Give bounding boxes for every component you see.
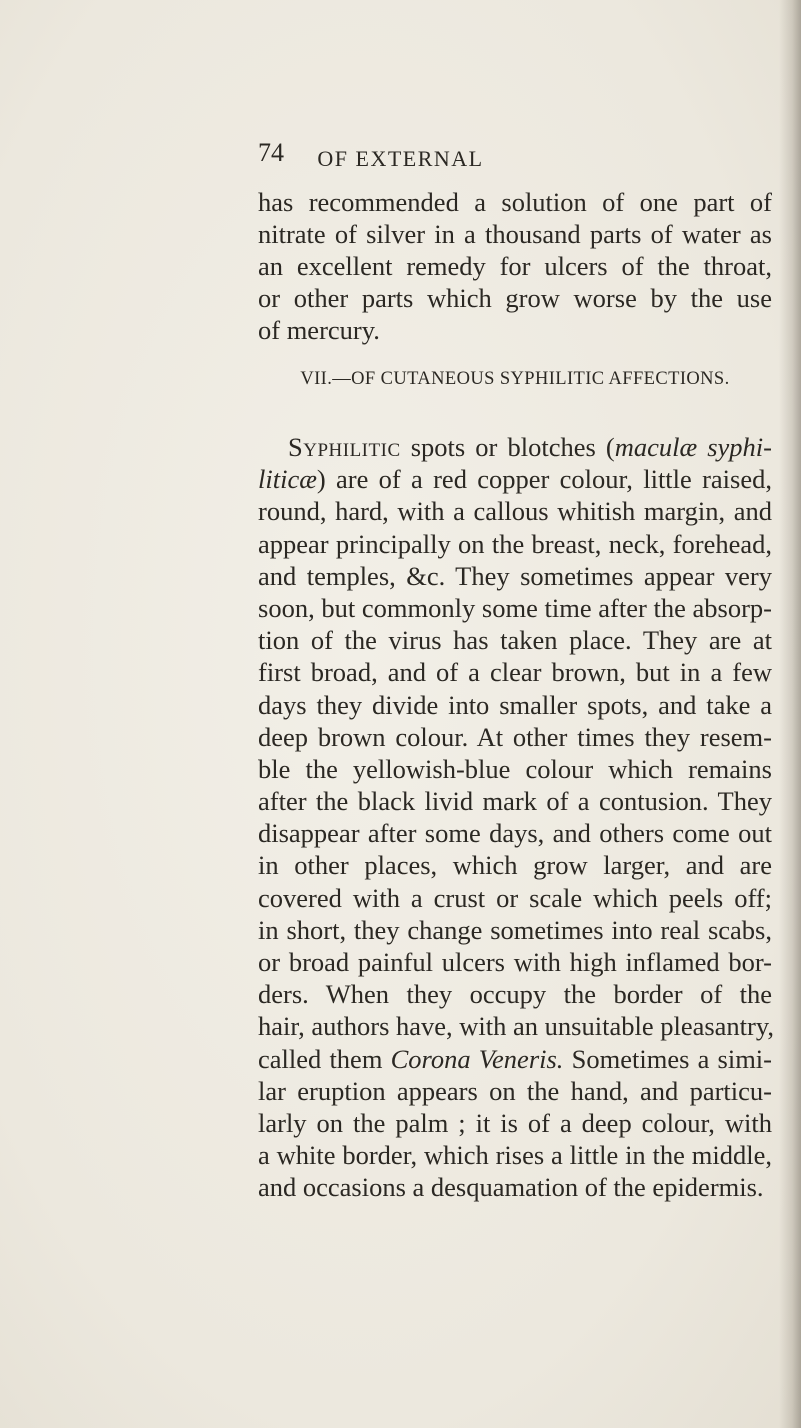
latin-term: Corona Veneris. <box>390 1043 564 1074</box>
lead-word: Syphilitic <box>288 432 401 462</box>
text-line: in other places, which grow larger, and are <box>258 850 772 881</box>
text-line: nitrate of silver in a thousand parts of water as <box>258 219 772 249</box>
text-line: called them Corona Veneris. Sometimes a simi- <box>258 1043 772 1074</box>
text-line: covered with a crust or scale which peels off; <box>258 882 772 913</box>
text-line: and temples, &c. They sometimes appear very <box>258 560 772 591</box>
text-line: or other parts which grow worse by the use <box>258 283 772 313</box>
text-line: after the black livid mark of a contusion. They <box>258 786 772 817</box>
text-line: round, hard, with a callous whitish margin, and <box>258 496 772 527</box>
text-line: a white border, which rises a little in the middle, <box>258 1140 772 1171</box>
latin-term: liticæ <box>258 464 317 495</box>
text-line: appear principally on the breast, neck, forehead, <box>258 528 772 559</box>
running-title: OF EXTERNAL <box>317 146 484 171</box>
text-line: tion of the virus has taken place. They are at <box>258 625 772 656</box>
text-line: Syphilitic spots or blotches (maculæ syphi- <box>288 432 772 462</box>
page-number: 74 <box>258 138 284 167</box>
text-line: ble the yellowish-blue colour which remains <box>258 753 772 784</box>
text-line: has recommended a solution of one part of <box>258 187 772 217</box>
text-line: larly on the palm ; it is of a deep colour, with <box>258 1107 772 1138</box>
text-line: of mercury. <box>258 315 380 345</box>
text-line: hair, authors have, with an unsuitable pleasantry, <box>258 1011 775 1042</box>
paragraph-cutaneous-affections <box>258 431 775 1204</box>
latin-term: maculæ syphi- <box>614 432 772 462</box>
section-heading: VII.—OF CUTANEOUS SYPHILITIC AFFECTIONS. <box>300 369 730 389</box>
page-edge-shadow <box>779 0 801 1428</box>
text-line: ders. When they occupy the border of the <box>258 979 772 1010</box>
text-line: an excellent remedy for ulcers of the throat, <box>258 251 772 281</box>
text-line: soon, but commonly some time after the absorp- <box>258 592 772 623</box>
text-line: liticæ) are of a red copper colour, little raised, <box>258 464 772 495</box>
text-line: deep brown colour. At other times they resem- <box>258 721 772 752</box>
text-line: and occasions a desquamation of the epidermis. <box>258 1172 764 1203</box>
text-line: or broad painful ulcers with high inflamed bor- <box>258 947 772 977</box>
paragraph-continuation <box>258 186 772 346</box>
text-line: days they divide into smaller spots, and take a <box>258 689 772 720</box>
text-line: in short, they change sometimes into real scabs, <box>258 914 772 945</box>
text-line: lar eruption appears on the hand, and particu- <box>258 1075 772 1106</box>
text-line: first broad, and of a clear brown, but in a few <box>258 657 772 688</box>
text-line: disappear after some days, and others come out <box>258 818 772 849</box>
